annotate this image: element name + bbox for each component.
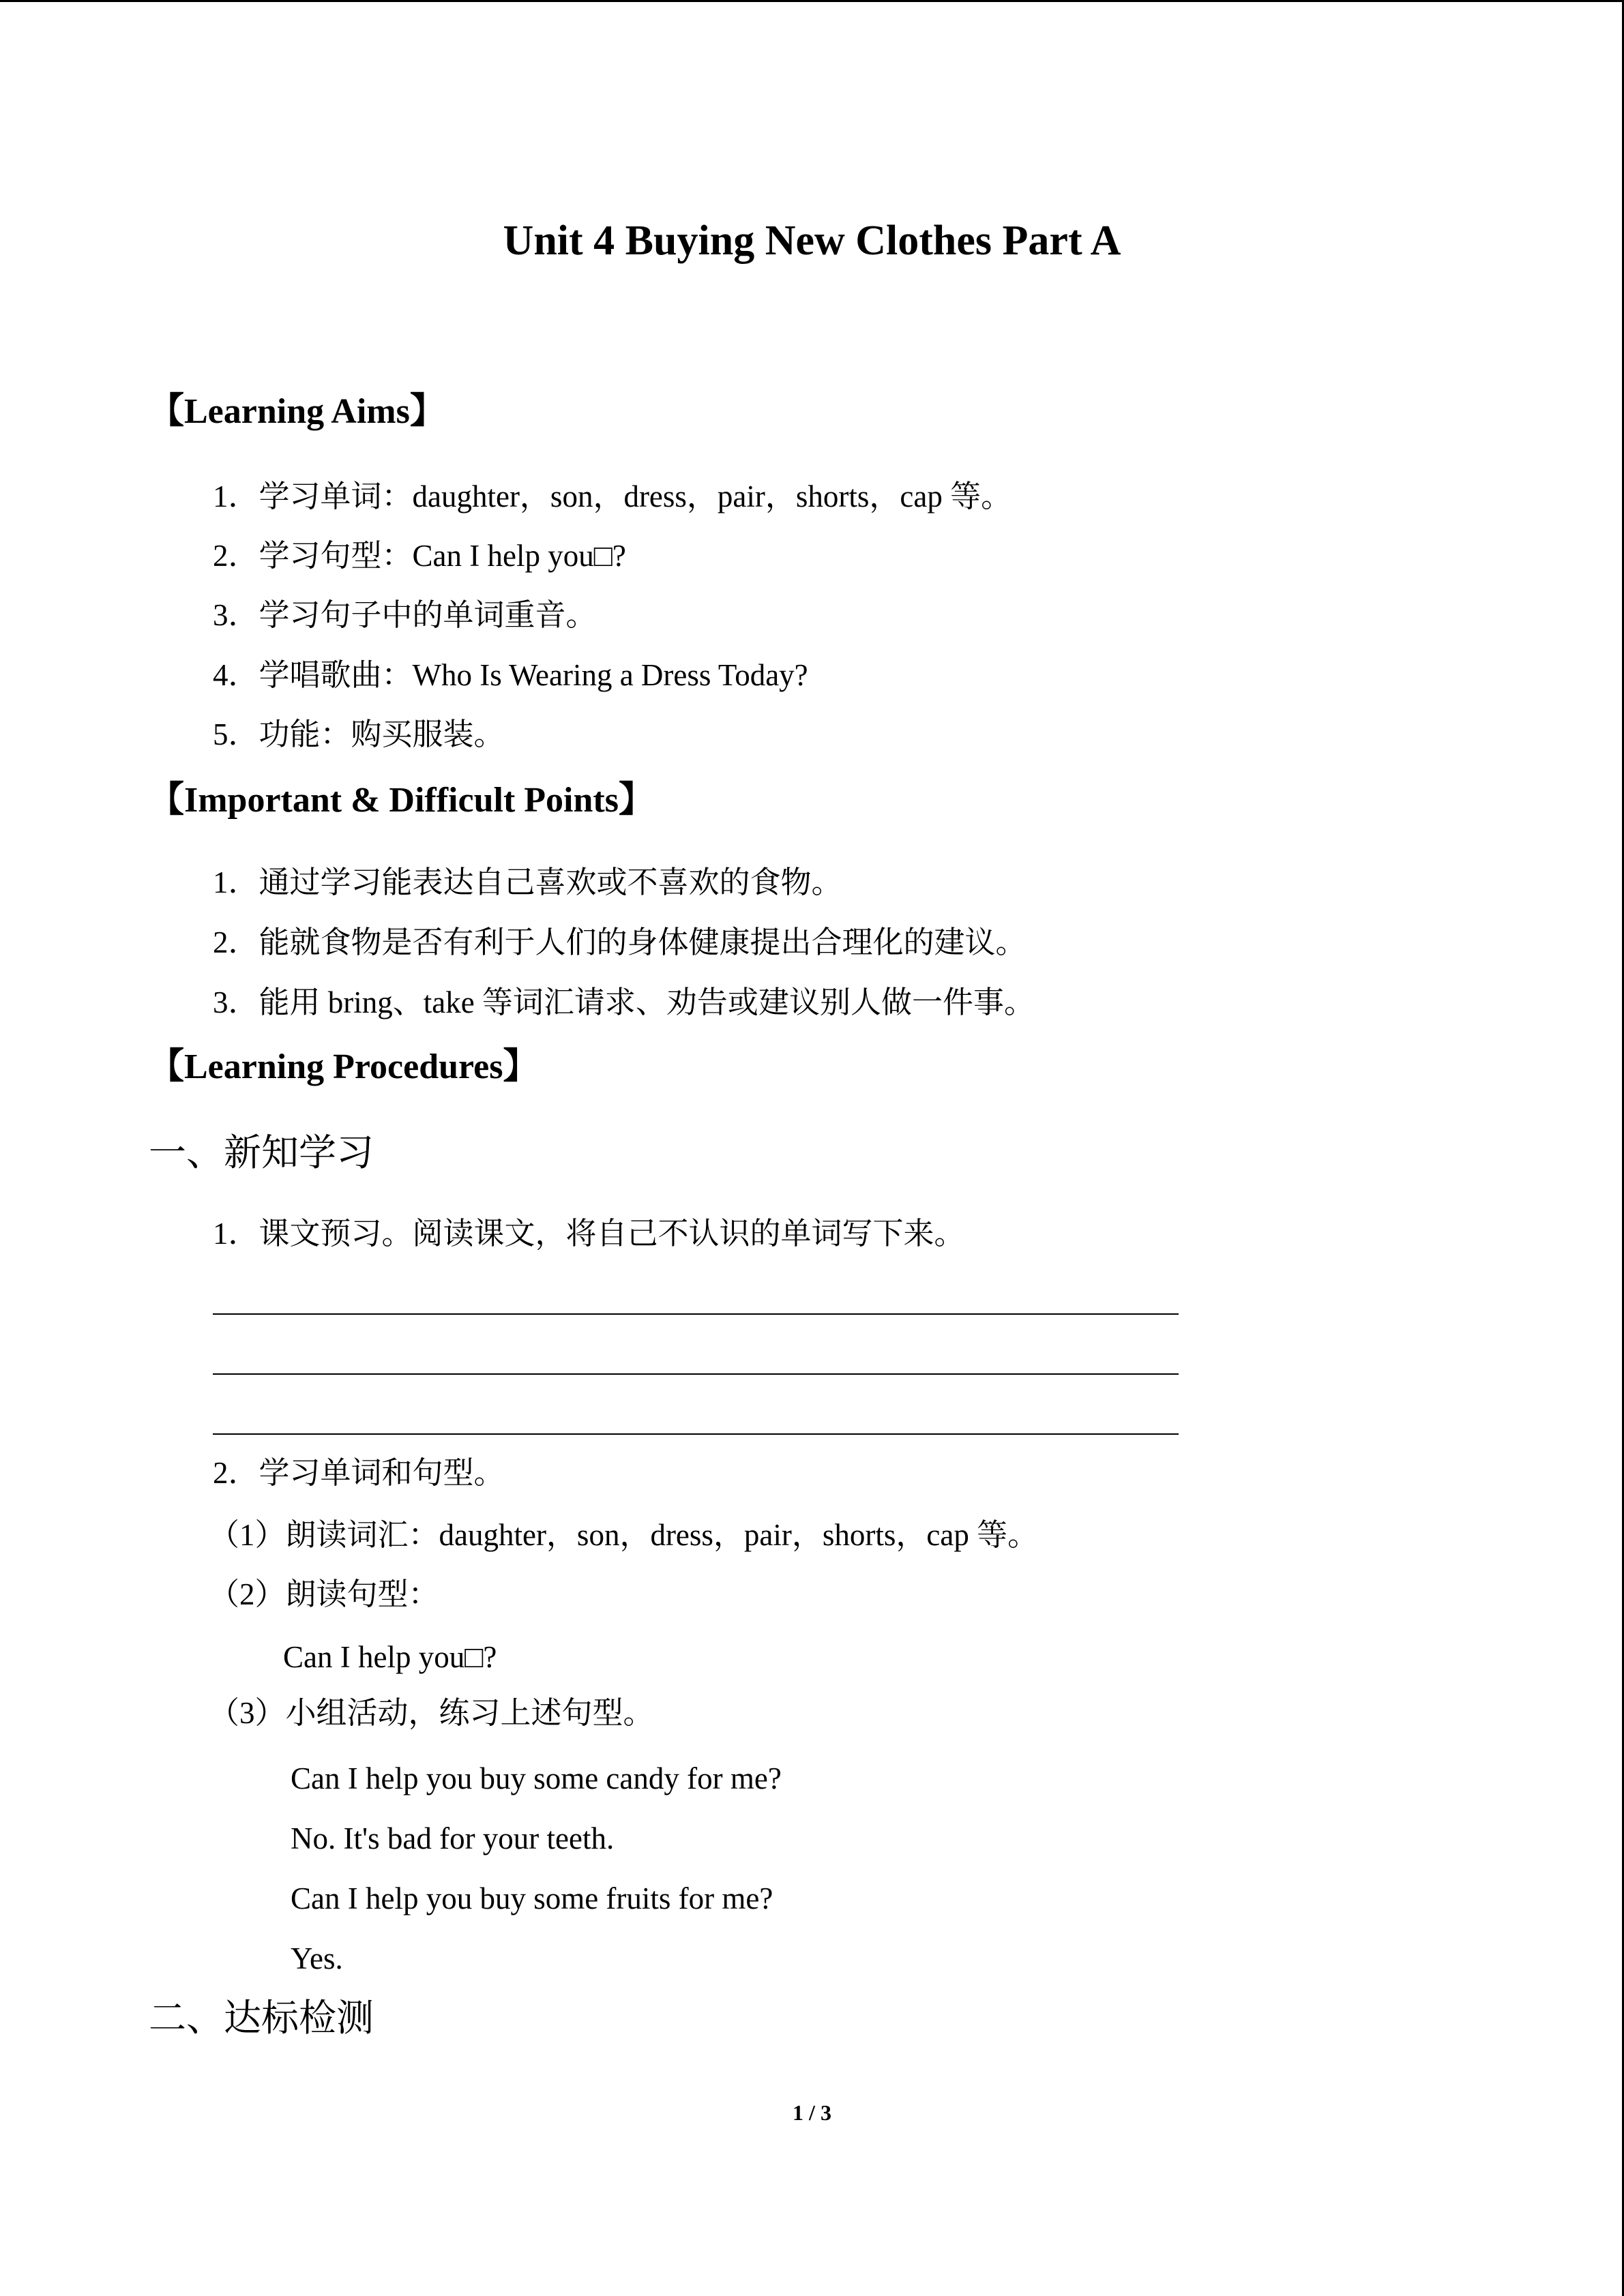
aim-item-5: 5．功能：购买服装。: [213, 717, 505, 751]
sentence-pattern: Can I help you□?: [283, 1640, 497, 1674]
procedure-item-1: 1．课文预习。阅读课文，将自己不认识的单词写下来。: [213, 1217, 965, 1251]
dialogue-line-3: Can I help you buy some fruits for me?: [291, 1881, 773, 1915]
page-border-top: [0, 0, 1624, 2]
section-1-title: 一、新知学习: [149, 1132, 374, 1174]
procedure-item-2: 2．学习单词和句型。: [213, 1456, 505, 1490]
sub-item-3: （3）小组活动，练习上述句型。: [209, 1696, 654, 1730]
section-2-title: 二、达标检测: [149, 1997, 374, 2039]
important-points-heading: 【Important & Difficult Points】: [149, 781, 654, 820]
aim-item-3: 3．学习句子中的单词重音。: [213, 598, 597, 632]
aim-item-2: 2．学习句型：Can I help you□?: [213, 539, 626, 573]
aim-item-1: 1．学习单词：daughter，son，dress，pair，shorts，cap 等。: [213, 479, 1012, 513]
learning-procedures-heading: 【Learning Procedures】: [149, 1047, 539, 1086]
sub-item-1: （1）朗读词汇：daughter，son，dress，pair，shorts，cap 等。: [209, 1518, 1039, 1552]
dialogue-line-1: Can I help you buy some candy for me?: [291, 1761, 782, 1795]
answer-line-2[interactable]: [213, 1373, 1179, 1375]
answer-line-3[interactable]: [213, 1433, 1179, 1435]
point-item-1: 1．通过学习能表达自己喜欢或不喜欢的食物。: [213, 865, 842, 899]
learning-aims-heading: 【Learning Aims】: [149, 392, 445, 431]
answer-line-1[interactable]: [213, 1313, 1179, 1315]
point-item-3: 3．能用 bring、take 等词汇请求、劝告或建议别人做一件事。: [213, 985, 1035, 1019]
page-number: 1 / 3: [793, 2100, 831, 2125]
aim-item-4: 4．学唱歌曲：Who Is Wearing a Dress Today?: [213, 658, 808, 692]
point-item-2: 2．能就食物是否有利于人们的身体健康提出合理化的建议。: [213, 925, 1027, 959]
dialogue-line-4: Yes.: [291, 1941, 343, 1976]
sub-item-2: （2）朗读句型：: [209, 1577, 439, 1611]
document-title: Unit 4 Buying New Clothes Part A: [503, 218, 1121, 264]
dialogue-line-2: No. It's bad for your teeth.: [291, 1821, 615, 1855]
